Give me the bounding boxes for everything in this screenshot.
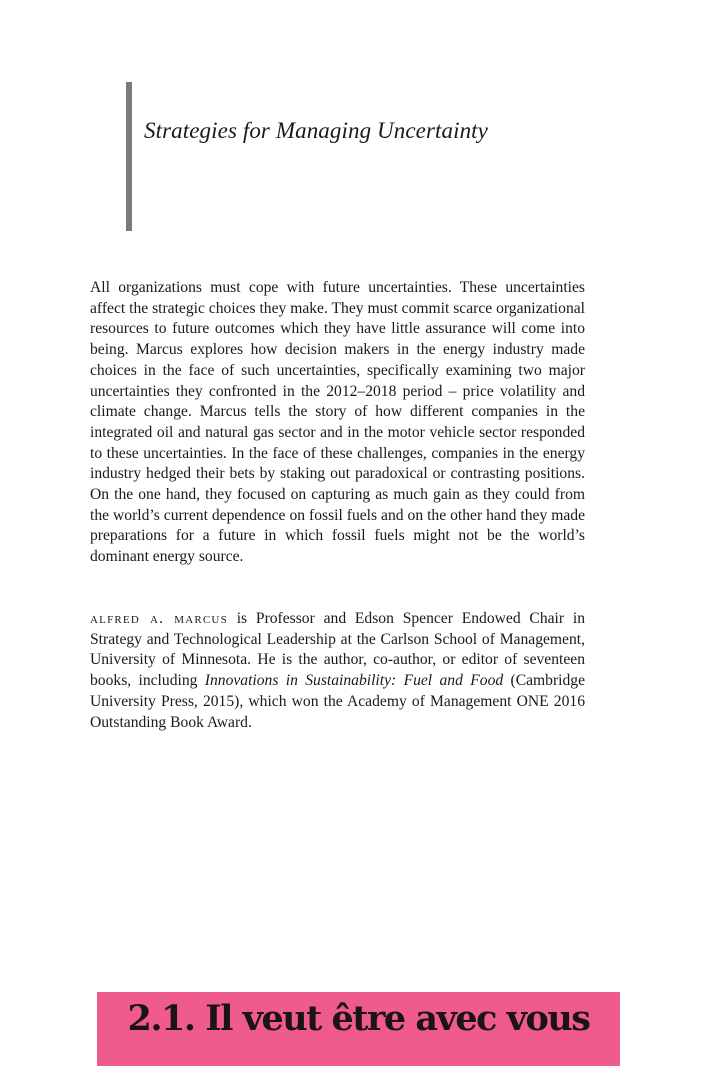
author-bio [90, 609, 585, 733]
author-bio-text-2: (Cambridge University Press, 2015), which won the Academy of Management ONE 2016 Outstanding Book Award. [90, 672, 586, 731]
author-name: alfred a. marcus [90, 610, 228, 627]
book-title: Innovations in Sustainability: Fuel and Food [204, 672, 504, 690]
title-accent-bar [126, 82, 132, 231]
book-description: All organizations must cope with future uncertainties. These uncertainties affect the strategic choices they make. They must commit scarce organizational resources to future outcomes which they have little assurance will come into being. Marcus explores how decision makers in the energy industry made choices in the face of such uncertainties, specifically examining two major uncertainties they confronted in the 2012–2018 period – price volatility and climate change. Marcus tells the story of how different companies in the integrated oil and natural gas sector and in the motor vehicle sector responded to these uncertainties. In the face of these challenges, companies in the energy industry hedged their bets by staking out paradoxical or contrasting positions. On the one hand, they focused on capturing as much gain as they could from the world’s current dependence on fossil fuels and on the other hand they made preparations for a future in which fossil fuels might not be the world’s dominant energy source. [90, 279, 585, 566]
banner-text: 2.1. Il veut être avec vous [127, 998, 590, 1039]
page-title: Strategies for Managing Uncertainty [144, 118, 488, 143]
overlay-banner [97, 992, 620, 1066]
author-bio-text-1: is Professor and Edson Spencer Endowed Chair in Strategy and Technological Leadership at the Carlson School of Management, University of Minnesota. He is the author, co-author, or editor of seventeen books, including [90, 610, 585, 690]
